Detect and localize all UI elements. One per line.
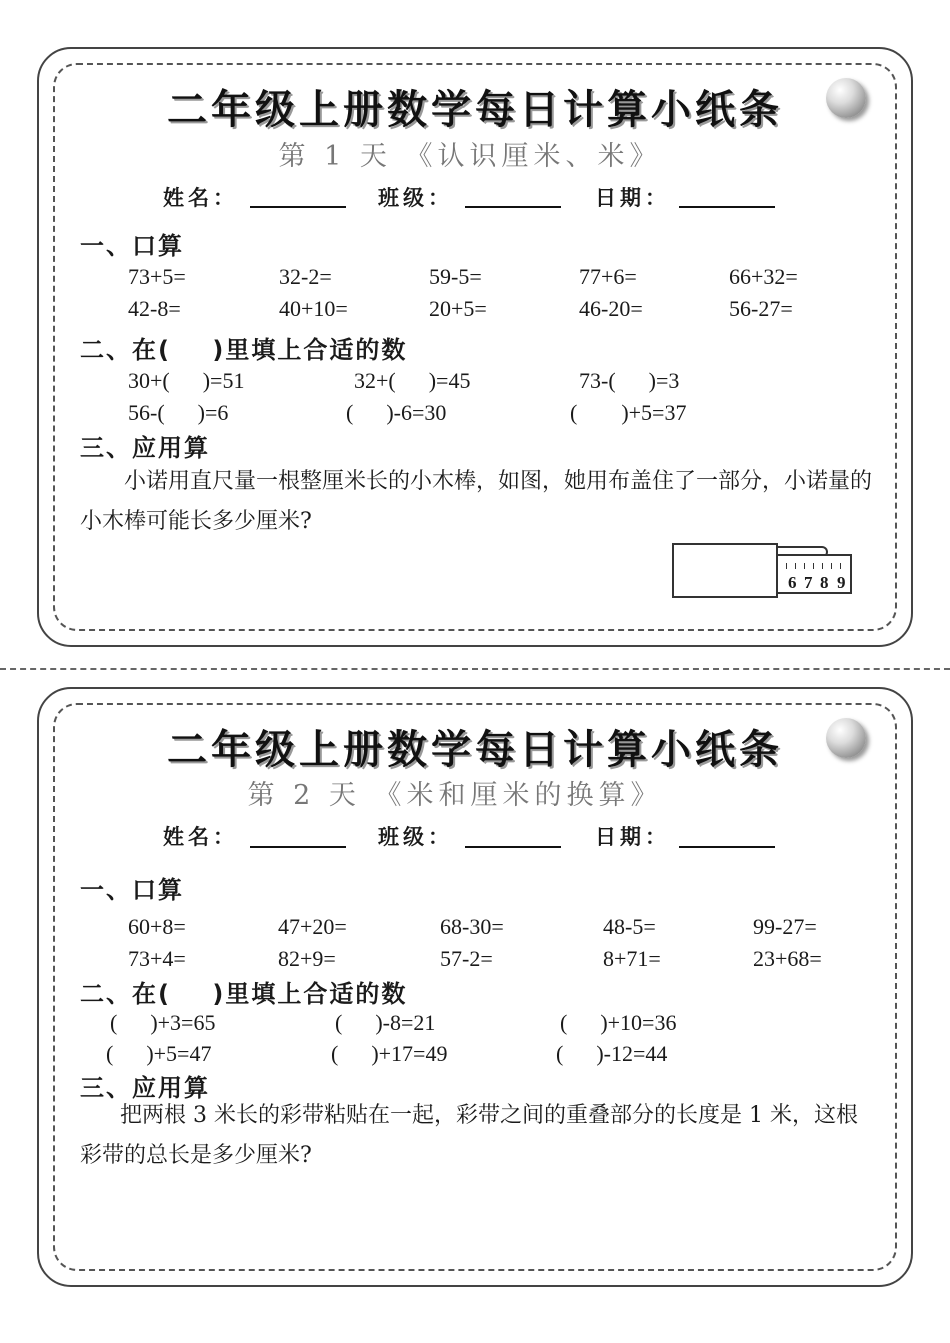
- card1-title: 二年级上册数学每日计算小纸条: [167, 87, 783, 133]
- oral-problem: 73+5=: [128, 264, 186, 289]
- ruler-number: 9: [837, 573, 846, 592]
- ruler-tick: [831, 563, 832, 569]
- fill-problem: ( )-8=21: [335, 1010, 436, 1035]
- fill-problem: 30+( )=51: [128, 368, 245, 393]
- fill-problem: ( )-6=30: [346, 400, 447, 425]
- date-label: 日期：: [595, 186, 670, 210]
- date-blank[interactable]: [679, 846, 775, 848]
- class-blank[interactable]: [465, 206, 561, 208]
- name-blank[interactable]: [250, 846, 346, 848]
- ruler-number: 8: [820, 573, 829, 592]
- oral-problem: 42-8=: [128, 296, 181, 321]
- name-label: 姓名：: [163, 825, 238, 849]
- class-blank[interactable]: [465, 846, 561, 848]
- oral-problem: 40+10=: [279, 296, 348, 321]
- section-oral-heading: 一、口算: [80, 876, 184, 904]
- ruler-tick: [786, 563, 787, 569]
- oral-problem: 48-5=: [603, 914, 656, 939]
- fill-problem: ( )+5=47: [106, 1041, 212, 1066]
- name-blank[interactable]: [250, 206, 346, 208]
- card2-subtitle: 第 2 天 《米和厘米的换算》: [247, 780, 663, 811]
- oral-problem: 47+20=: [278, 914, 347, 939]
- section-application-heading: 三、应用算: [80, 1074, 210, 1102]
- date-label: 日期：: [595, 825, 670, 849]
- fill-problem: ( )+5=37: [570, 400, 687, 425]
- card2-title: 二年级上册数学每日计算小纸条: [167, 727, 783, 773]
- oral-problem: 77+6=: [579, 264, 637, 289]
- cloth-cover-image: [672, 543, 778, 598]
- section-fill-heading: 二、在( )里填上合适的数: [80, 336, 408, 364]
- section-oral-heading: 一、口算: [80, 232, 184, 260]
- name-label: 姓名：: [163, 186, 238, 210]
- oral-problem: 57-2=: [440, 946, 493, 971]
- oral-problem: 56-27=: [729, 296, 793, 321]
- ruler-tick: [813, 563, 814, 569]
- ball-icon: [826, 718, 866, 758]
- oral-problem: 23+68=: [753, 946, 822, 971]
- fill-problem: ( )+17=49: [331, 1041, 448, 1066]
- word-problem: 小诺用直尺量一根整厘米长的小木棒，如图，她用布盖住了一部分，小诺量的小木棒可能长多少厘米?: [80, 469, 873, 534]
- fill-problem: 56-( )=6: [128, 400, 229, 425]
- ball-icon: [826, 78, 866, 118]
- ruler-number: 6: [788, 573, 797, 592]
- fill-problem: 73-( )=3: [579, 368, 680, 393]
- oral-problem: 82+9=: [278, 946, 336, 971]
- oral-problem: 59-5=: [429, 264, 482, 289]
- fill-problem: ( )+3=65: [110, 1010, 216, 1035]
- oral-problem: 99-27=: [753, 914, 817, 939]
- fill-problem: ( )-12=44: [556, 1041, 668, 1066]
- word-problem: 把两根 3 米长的彩带粘贴在一起，彩带之间的重叠部分的长度是 1 米，这根彩带的总长是多少厘米?: [80, 1103, 858, 1168]
- class-label: 班级：: [378, 825, 453, 849]
- ruler-tick: [822, 563, 823, 569]
- oral-problem: 68-30=: [440, 914, 504, 939]
- ruler-tick: [795, 563, 796, 569]
- oral-problem: 66+32=: [729, 264, 798, 289]
- date-blank[interactable]: [679, 206, 775, 208]
- oral-problem: 20+5=: [429, 296, 487, 321]
- section-application-heading: 三、应用算: [80, 434, 210, 462]
- card1-subtitle: 第 1 天 《认识厘米、米》: [278, 141, 662, 172]
- oral-problem: 8+71=: [603, 946, 661, 971]
- oral-problem: 32-2=: [279, 264, 332, 289]
- oral-problem: 46-20=: [579, 296, 643, 321]
- fill-problem: 32+( )=45: [354, 368, 471, 393]
- ruler-number: 7: [804, 573, 813, 592]
- fill-problem: ( )+10=36: [560, 1010, 677, 1035]
- oral-problem: 60+8=: [128, 914, 186, 939]
- ruler-tick: [804, 563, 805, 569]
- class-label: 班级：: [378, 186, 453, 210]
- oral-problem: 73+4=: [128, 946, 186, 971]
- cut-line: [0, 668, 950, 670]
- ruler-tick: [840, 563, 841, 569]
- section-fill-heading: 二、在( )里填上合适的数: [80, 980, 408, 1008]
